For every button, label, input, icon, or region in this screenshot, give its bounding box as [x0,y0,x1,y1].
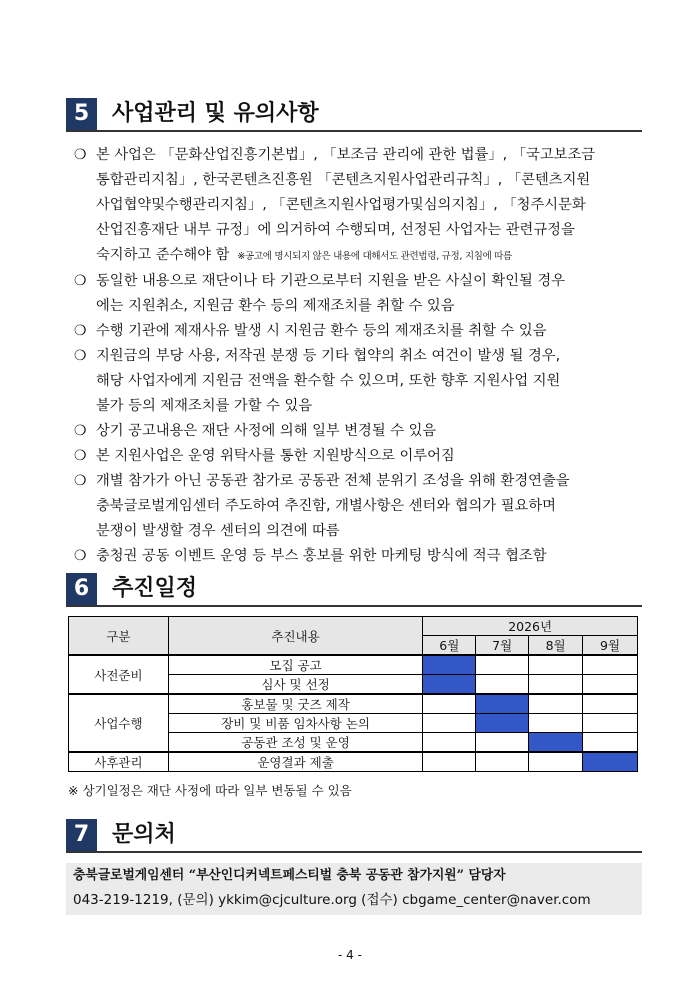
header-month: 9월 [583,636,638,656]
contact-box [66,863,642,915]
inline-note: ※공고에 명시되지 않은 내용에 대해서도 관련법령, 규정, 지침에 따름 [237,251,512,262]
section-rule [66,851,642,853]
schedule-empty-cell [583,694,638,714]
section-number-badge: 7 [66,819,97,851]
schedule-filled-cell [476,694,529,714]
bullet-text-line: 불가 등의 제재조치를 가할 수 있음 [96,398,313,414]
table-row [69,655,638,675]
list-item [74,319,644,344]
schedule-empty-cell [423,694,476,714]
section-title: 추진일정 [112,576,198,601]
table-row [69,752,638,772]
bullet-text-line: 개별 참가가 아닌 공동관 참가로 공동관 전체 분위기 조성을 위해 환경연출을 [96,473,570,489]
circle-bullet-icon: ❍ [74,423,87,439]
section-title: 문의처 [112,822,176,847]
section-number-badge: 5 [66,98,97,130]
schedule-empty-cell [583,733,638,753]
notice-bullet-list [74,143,644,569]
bullet-text-line: 동일한 내용으로 재단이나 타 기관으로부터 지원을 받은 사실이 확인될 경우 [96,273,566,289]
schedule-empty-cell [583,675,638,695]
content-cell: 운영결과 제출 [168,752,423,772]
schedule-empty-cell [423,752,476,772]
schedule-filled-cell [423,655,476,675]
category-cell: 사후관리 [69,752,169,772]
schedule-filled-cell [529,733,583,753]
schedule-empty-cell [583,655,638,675]
schedule-empty-cell [423,714,476,733]
schedule-empty-cell [529,655,583,675]
schedule-empty-cell [476,675,529,695]
schedule-empty-cell [476,655,529,675]
section-7-header [66,819,642,853]
circle-bullet-icon: ❍ [74,273,87,289]
bullet-text-line: 해당 사업자에게 지원금 전액을 환수할 수 있으며, 또한 향후 지원사업 지원 [96,373,561,389]
bullet-text-line: 사업협약및수행관리지침」, 「콘텐츠지원사업평가및심의지침」, 「청주시문화 [96,197,586,213]
schedule-empty-cell [529,694,583,714]
bullet-text-line: 충청권 공동 이벤트 운영 등 부스 홍보를 위한 마케팅 방식에 적극 협조함 [96,548,547,564]
bullet-text-line: 분쟁이 발생할 경우 센터의 의견에 따름 [96,523,340,539]
schedule-empty-cell [529,714,583,733]
page-number: - 4 - [338,948,362,962]
schedule-empty-cell [583,714,638,733]
list-item [74,544,644,569]
circle-bullet-icon: ❍ [74,323,87,339]
schedule-empty-cell [476,733,529,753]
category-cell: 사업수행 [69,694,169,752]
content-cell: 공동관 조성 및 운영 [168,733,423,753]
category-cell: 사전준비 [69,655,169,694]
section-rule [66,130,642,132]
schedule-empty-cell [529,675,583,695]
section-number-badge: 6 [66,573,97,605]
bullet-text-line: 본 사업은 「문화산업진흥기본법」, 「보조금 관리에 관한 법률」, 「국고보조금 [96,147,596,163]
list-item [74,344,644,419]
list-item [74,419,644,444]
bullet-text-line: 통합관리지침」, 한국콘텐츠진흥원 「콘텐츠지원사업관리규칙」, 「콘텐츠지원 [96,172,591,188]
schedule-empty-cell [423,733,476,753]
list-item [74,469,644,544]
list-item [74,143,644,269]
header-month: 8월 [529,636,583,656]
circle-bullet-icon: ❍ [74,473,87,489]
schedule-filled-cell [583,752,638,772]
header-content: 추진내용 [168,617,423,656]
section-title: 사업관리 및 유의사항 [112,101,319,126]
header-category: 구분 [69,617,169,656]
bullet-text-line: 충북글로벌게임센터 주도하여 추진함, 개별사항은 센터와 협의가 필요하며 [96,498,556,514]
list-item [74,269,644,319]
header-year: 2026년 [423,617,638,636]
circle-bullet-icon: ❍ [74,448,87,464]
circle-bullet-icon: ❍ [74,548,87,564]
schedule-filled-cell [423,675,476,695]
content-cell: 심사 및 선정 [168,675,423,695]
bullet-text-line [96,243,644,269]
bullet-text: 숙지하고 준수해야 함 [96,247,230,263]
bullet-text-line: 에는 지원취소, 지원금 환수 등의 제재조치를 취할 수 있음 [96,298,455,314]
circle-bullet-icon: ❍ [74,147,87,163]
bullet-text-line: 수행 기관에 제재사유 발생 시 지원금 환수 등의 제재조치를 취할 수 있음 [96,323,547,339]
schedule-table [68,616,638,772]
bullet-text-line: 산업진흥재단 내부 규정」에 의거하여 수행되며, 선정된 사업자는 관련규정을 [96,222,575,238]
circle-bullet-icon: ❍ [74,348,87,364]
schedule-filled-cell [476,714,529,733]
section-6-header [66,573,642,607]
contact-info-line: 043-219-1219, (문의) ykkim@cjculture.org (접수) cbgame_center@naver.com [73,892,591,908]
table-row [69,694,638,714]
bullet-text-line: 상기 공고내용은 재단 사정에 의해 일부 변경될 수 있음 [96,423,437,439]
content-cell: 홍보물 및 굿즈 제작 [168,694,423,714]
bullet-text-line: 본 지원사업은 운영 위탁사를 통한 지원방식으로 이루어짐 [96,448,455,464]
schedule-empty-cell [529,752,583,772]
header-month: 7월 [476,636,529,656]
schedule-empty-cell [476,752,529,772]
header-month: 6월 [423,636,476,656]
section-rule [66,605,642,607]
section-5-header [66,98,642,132]
bullet-text-line: 지원금의 부당 사용, 저작권 분쟁 등 기타 협약의 취소 여건이 발생 될 경우, [96,348,561,364]
content-cell: 모집 공고 [168,655,423,675]
schedule-note: ※ 상기일정은 재단 사정에 따라 일부 변동될 수 있음 [68,783,352,798]
contact-title-line: 충북글로벌게임센터 “부산인디커넥트페스티벌 충북 공동관 참가지원” 담당자 [73,868,506,883]
list-item [74,444,644,469]
content-cell: 장비 및 비품 임차사항 논의 [168,714,423,733]
